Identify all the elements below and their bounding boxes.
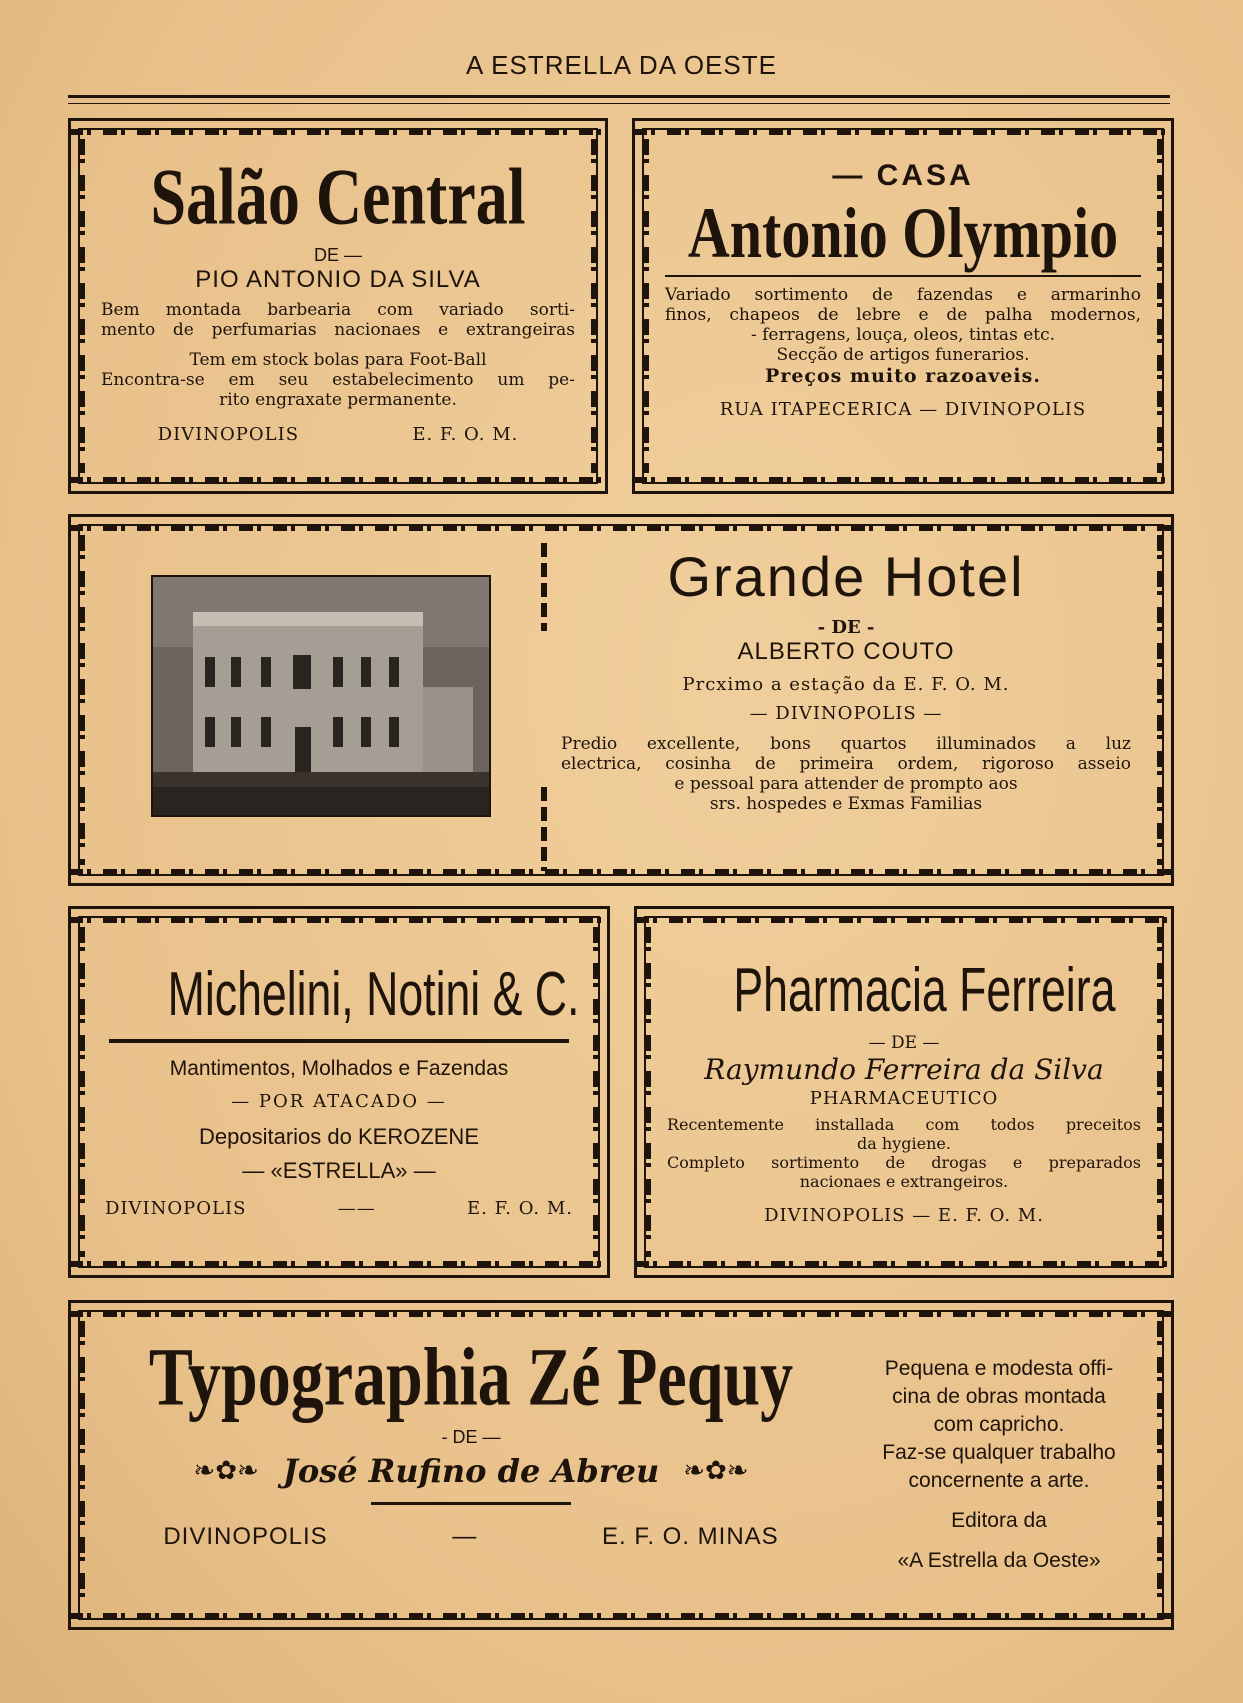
ad-title: Salão Central [150, 152, 526, 241]
ad-pharmacia-ferreira [634, 906, 1174, 1278]
ad-text-line: Bem montada barbearia com variado sorti- [101, 300, 575, 320]
ornament-divider [541, 543, 547, 631]
ad-text-line: Recentemente installada com todos preceitos [667, 1115, 1141, 1134]
page-header: A ESTRELLA DA OESTE [466, 50, 777, 80]
ad-de: DE — [313, 245, 362, 265]
ad-side-line: com capricho. [933, 1413, 1065, 1436]
hotel-building-image [153, 577, 489, 815]
ad-footer: DIVINOPOLIS — E. F. O. M. [764, 1205, 1044, 1226]
ad-casa-antonio-olympio [632, 118, 1174, 494]
ad-title: Antonio Olympio [687, 191, 1119, 273]
ornament-border-left [79, 535, 85, 865]
ornament-border-right [593, 927, 599, 1257]
ad-michelini-notini [68, 906, 610, 1278]
ad-grande-hotel [68, 514, 1174, 886]
ad-text-line: rito engraxate permanente. [219, 390, 457, 410]
ornament-border-right [1157, 927, 1163, 1257]
ad-text-line: — «ESTRELLA» — [242, 1158, 436, 1183]
ad-text-line: nacionaes e extrangeiros. [799, 1172, 1009, 1191]
ad-de: - DE - [817, 617, 875, 638]
ad-side-line: concernente a arte. [908, 1469, 1090, 1492]
ad-title: Pharmacia Ferreira [733, 956, 1116, 1025]
ad-railway: E. F. O. M. [466, 1198, 573, 1219]
ad-text-line: finos, chapeos de lebre e de palha modernos, [665, 305, 1141, 325]
hotel-photo [151, 575, 491, 817]
ornament-border-left [645, 927, 651, 1257]
divider-rule [109, 1039, 569, 1043]
ad-text-line: — POR ATACADO — [231, 1091, 447, 1112]
divider-rule [371, 1502, 571, 1505]
ad-text-line: - ferragens, louça, oleos, tintas etc. [750, 325, 1056, 345]
ad-dash: — [452, 1523, 478, 1550]
ad-side-line: Pequena e modesta offi- [884, 1357, 1114, 1380]
ad-city: — DIVINOPOLIS — [749, 703, 943, 724]
ad-city: DIVINOPOLIS [163, 1523, 328, 1550]
header-rule [68, 95, 1170, 98]
ad-title: Michelini, Notini & C. [167, 960, 580, 1029]
ad-pre-title: — CASA [832, 159, 974, 192]
ad-salao-central [68, 118, 608, 494]
ad-city: DIVINOPOLIS [157, 424, 300, 445]
ad-text-line: Completo sortimento de drogas e preparados [667, 1153, 1141, 1172]
ad-title: Grande Hotel [667, 545, 1025, 608]
ad-owner: Raymundo Ferreira da Silva [704, 1053, 1104, 1086]
ornament-border-left [79, 1321, 85, 1609]
ad-text-line: Variado sortimento de fazendas e armarinho [665, 285, 1141, 305]
ad-side-line: Editora da [951, 1509, 1047, 1532]
ad-owner: ALBERTO COUTO [737, 638, 955, 665]
ornament-border-right [1157, 1321, 1163, 1609]
divider-rule [665, 275, 1141, 277]
ad-city: DIVINOPOLIS [105, 1198, 247, 1219]
ad-typographia-ze-pequy [68, 1300, 1174, 1630]
flourish-ornament-icon: ❧✿❧ [193, 1456, 259, 1486]
header-rule-thin [68, 103, 1170, 104]
ad-owner: José Rufino de Abreu [282, 1452, 660, 1490]
ad-owner: PIO ANTONIO DA SILVA [195, 266, 481, 293]
ad-text-line: electrica, cosinha de primeira ordem, rigoroso asseio [561, 754, 1131, 774]
ad-text-line: srs. hospedes e Exmas Familias [709, 794, 983, 814]
ad-side-line: cina de obras montada [892, 1385, 1106, 1408]
ad-side-line: Faz-se qualquer trabalho [882, 1441, 1116, 1464]
ornament-border-left [79, 139, 85, 473]
ad-title: Typographia Zé Pequy [148, 1331, 794, 1423]
ornament-border-right [591, 139, 597, 473]
ad-text-line: Predio excellente, bons quartos illuminados a luz [561, 734, 1131, 754]
ornament-border-right [1157, 535, 1163, 865]
ad-de: - DE — [441, 1427, 501, 1447]
flourish-ornament-icon: ❧✿❧ [683, 1456, 749, 1486]
ad-de: — DE — [868, 1033, 940, 1053]
ad-text-line: mento de perfumarias nacionaes e extrangeiras [101, 320, 575, 340]
ornament-border-left [79, 927, 85, 1257]
ad-text-line-bold: Preços muito razoaveis. [765, 365, 1041, 387]
ad-text-line: Secção de artigos funerarios. [776, 345, 1030, 365]
ornament-divider [541, 787, 547, 871]
ad-text-line: Depositarios do KEROZENE [199, 1124, 479, 1149]
ad-railway: E. F. O. M. [412, 424, 519, 445]
ad-text-line: Encontra-se em seu estabelecimento um pe- [101, 370, 575, 390]
ornament-border-left [643, 139, 649, 473]
ad-dash: —— [337, 1198, 376, 1219]
ad-text-line: Tem em stock bolas para Foot-Ball [189, 350, 487, 370]
ad-address: RUA ITAPECERICA — DIVINOPOLIS [719, 399, 1087, 420]
ad-role: PHARMACEUTICO [809, 1088, 999, 1109]
ad-side-line: «A Estrella da Oeste» [897, 1549, 1101, 1572]
ad-text-line: Mantimentos, Molhados e Fazendas [169, 1057, 509, 1080]
ad-text-line: e pessoal para attender de prompto aos [674, 774, 1018, 794]
ad-text-line: Prcximo a estação da E. F. O. M. [682, 674, 1010, 695]
ad-text-line: da hygiene. [857, 1134, 951, 1153]
ad-railway: E. F. O. MINAS [601, 1523, 779, 1550]
ornament-border-right [1157, 139, 1163, 473]
